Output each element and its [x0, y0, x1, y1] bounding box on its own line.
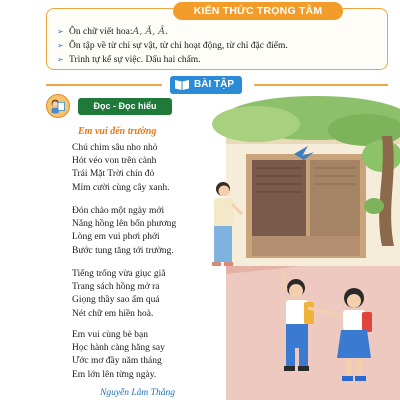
poem-line: Em lớn lên từng ngày.: [72, 369, 157, 380]
poem-stanza: [72, 205, 202, 258]
poem-line: Nét chữ em hiền hoà.: [72, 308, 154, 319]
exercise-badge: BÀI TẬP: [170, 76, 242, 94]
poem-stanza: [72, 142, 202, 195]
poem-author: Nguyễn Lâm Thắng: [100, 388, 175, 398]
key-knowledge-list: [57, 25, 387, 67]
arrow-bullet-icon: ➢: [57, 55, 64, 64]
list-item: ➢ Trình tự kể sự việc. Dấu hai chấm.: [57, 55, 201, 65]
arrow-bullet-icon: ➢: [57, 27, 64, 36]
poem-line: Chú chim sâu nho nhỏ: [72, 143, 158, 153]
exercise-header: [46, 76, 388, 94]
poem-line: Tiếng trống vừa giục giã: [72, 269, 166, 279]
poem-line: Mỉm cười cùng cây xanh.: [72, 182, 170, 193]
poem-line: Ước mơ đầy năm tháng: [72, 356, 162, 367]
book-icon: [174, 79, 190, 91]
poem-line: Bước tung tăng tới trường.: [72, 245, 174, 256]
poem-stanza: [72, 329, 202, 382]
arrow-bullet-icon: ➢: [57, 41, 64, 50]
list-item: ➢ Ôn tập về từ chỉ sự vật, từ chỉ hoạt động, từ chỉ đặc điểm.: [57, 41, 288, 51]
poem-line: Đón chào một ngày mới: [72, 206, 165, 216]
poem-line: Hót véo von trên cành: [72, 156, 157, 167]
school-illustration: [186, 96, 400, 400]
poem-stanza: [72, 268, 202, 321]
poem-title: Em vui đến trường: [78, 126, 157, 137]
poem-line: Em vui cùng bè bạn: [72, 330, 148, 340]
poem-line: Nắng hồng lên bốn phương: [72, 219, 177, 230]
poem-line: Học hành càng hăng say: [72, 343, 165, 354]
key-knowledge-box: [46, 5, 388, 70]
list-item: ➢ Ôn chữ viết hoa: A, Ă, Â.: [57, 26, 169, 37]
reading-tag: Đọc - Đọc hiểu: [78, 98, 172, 115]
divider: [254, 84, 388, 86]
poem-line: Lòng em vui phơi phới: [72, 232, 160, 243]
poem-line: Giọng thầy sao ấm quá: [72, 295, 160, 306]
poem-line: Trang sách hồng mở ra: [72, 282, 160, 293]
divider: [46, 84, 162, 86]
poem-line: Trái Mặt Trời chín đỏ: [72, 169, 155, 180]
cursive-letters: A, Ă, Â.: [132, 26, 169, 37]
key-knowledge-title: KIẾN THỨC TRỌNG TÂM: [173, 2, 343, 20]
reading-child-icon: [46, 94, 70, 118]
